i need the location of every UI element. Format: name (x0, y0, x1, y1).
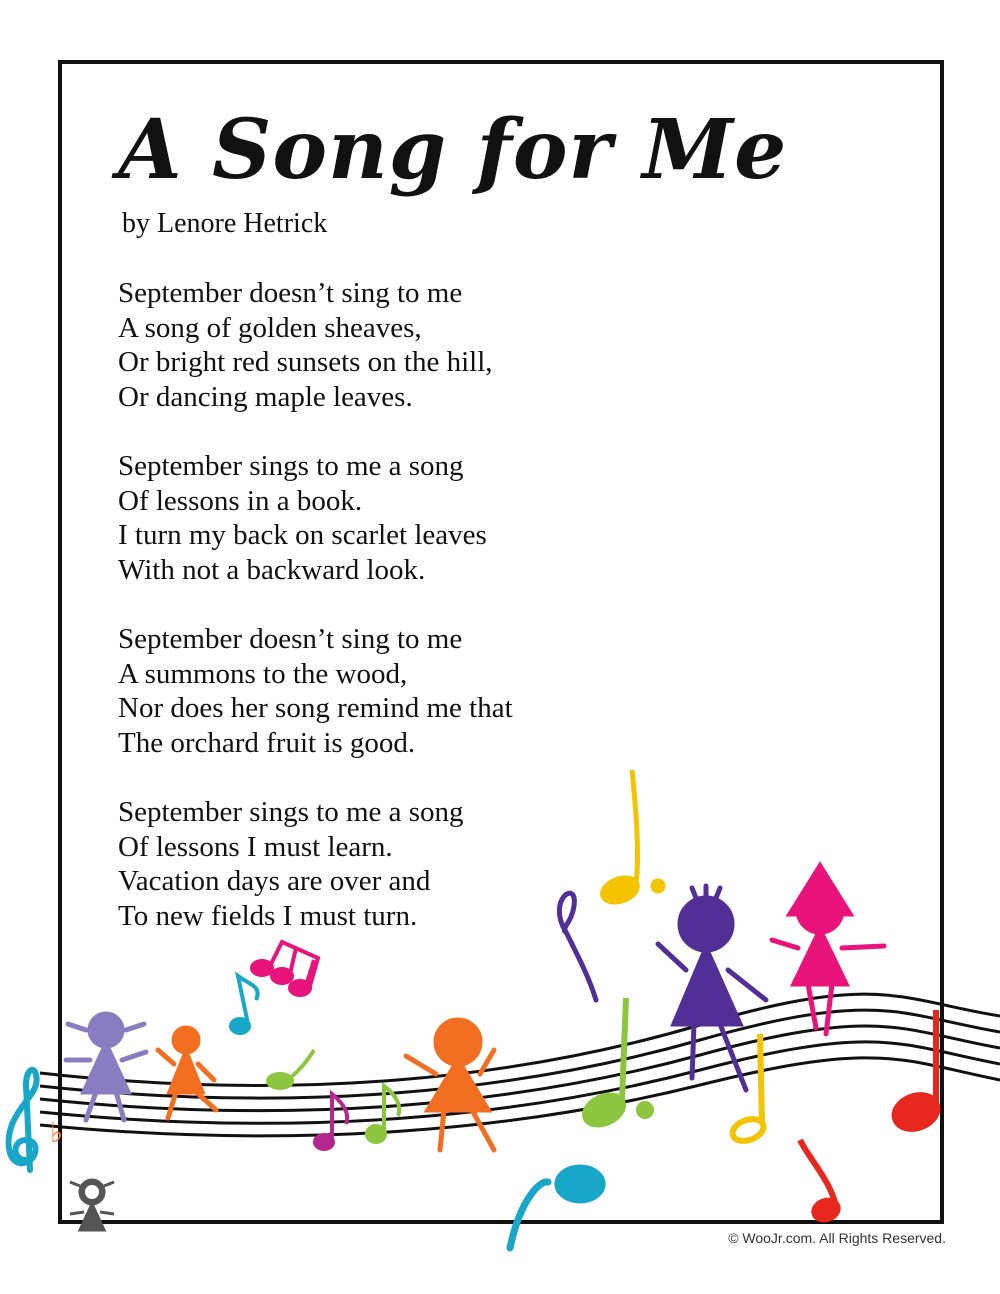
teal-bottom-note-icon (510, 1168, 602, 1248)
beamed-notes-icon (252, 942, 318, 995)
poem-line: I turn my back on scarlet leaves (118, 519, 487, 551)
poem-author: by Lenore Hetrick (122, 208, 328, 239)
stanza (118, 449, 513, 587)
poem-line: September sings to me a song (118, 796, 464, 828)
poem-line: With not a backward look. (118, 553, 426, 586)
purple-note-icon (559, 893, 596, 1000)
svg-text:♭: ♭ (50, 1116, 64, 1149)
poem-line: September doesn’t sing to me (118, 623, 463, 655)
poem-line: A summons to the wood, (118, 657, 408, 690)
poem-line: Or dancing maple leaves. (118, 380, 413, 413)
logo-girl-icon (70, 1180, 114, 1230)
poem-title: A Song for Me (118, 102, 788, 198)
poem-line: A song of golden sheaves, (118, 311, 422, 344)
poem-line: Of lessons I must learn. (118, 830, 393, 863)
poem-line: Of lessons in a book. (118, 484, 363, 517)
poem-line: Nor does her song remind me that (118, 692, 513, 724)
poem-line: Or bright red sunsets on the hill, (118, 346, 493, 378)
poem-line: Vacation days are over and (118, 865, 431, 897)
green-large-note-icon (580, 998, 651, 1130)
copyright-notice: © WooJr.com. All Rights Reserved. (728, 1230, 946, 1246)
poem-line: September doesn’t sing to me (118, 277, 463, 309)
poem-line: September sings to me a song (118, 450, 464, 482)
orange-boy-figure (158, 1028, 216, 1118)
treble-clef-icon (9, 1070, 64, 1170)
yellow-note-icon (599, 770, 663, 906)
poem-line: To new fields I must turn. (118, 899, 418, 932)
poem-line: The orchard fruit is good. (118, 726, 416, 759)
music-illustration (0, 740, 1000, 1280)
stanza (118, 276, 513, 414)
teal-note-icon (231, 976, 258, 1033)
